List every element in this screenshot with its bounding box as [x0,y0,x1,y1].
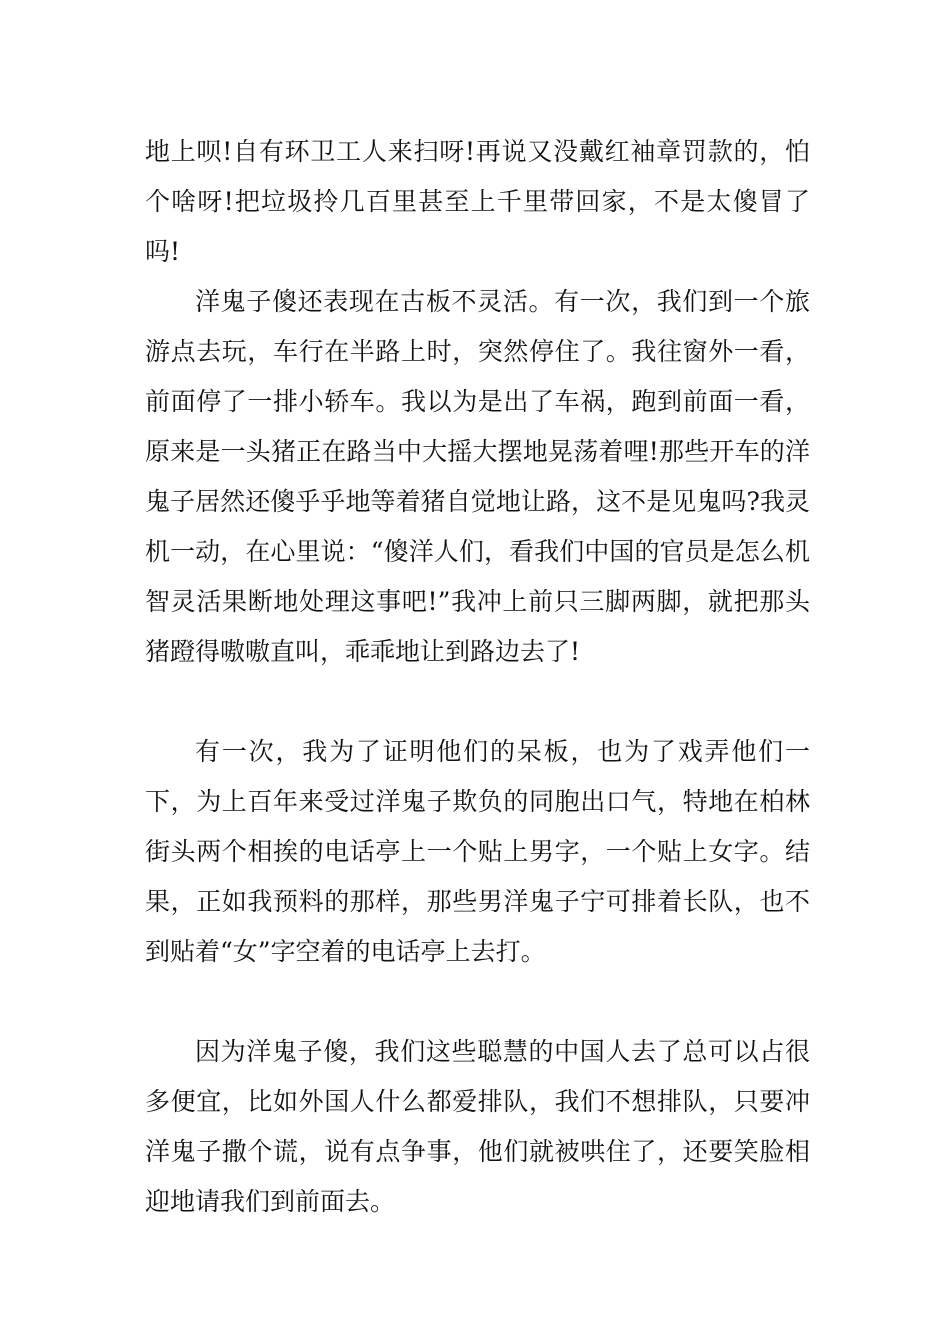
paragraph-2: 洋鬼子傻还表现在古板不灵活。有一次，我们到一个旅游点去玩，车行在半路上时，突然停住了。我往窗外一看，前面停了一排小轿车。我以为是出了车祸，跑到前面一看，原来是一头猪正在路当中大摇大摆地晃荡着哩!那些开车的洋鬼子居然还傻乎乎地等着猪自觉地让路，这不是见鬼吗?我灵机一动，在心里说：“傻洋人们，看我们中国的官员是怎么机智灵活果断地处理这事吧!”我冲上前只三脚两脚，就把那头猪蹬得嗷嗷直叫，乖乖地让到路边去了! [145,287,810,666]
paragraph-3: 有一次，我为了证明他们的呆板，也为了戏弄他们一下，为上百年来受过洋鬼子欺负的同胞出口气，特地在柏林街头两个相挨的电话亭上一个贴上男字，一个贴上女字。结果，正如我预料的那样，那些男洋鬼子宁可排着长队，也不到贴着“女”字空着的电话亭上去打。 [145,737,810,966]
paragraph-1: 地上呗!自有环卫工人来扫呀!再说又没戴红袖章罚款的，怕个啥呀!把垃圾拎几百里甚至上千里带回家，不是太傻冒了吗! [145,137,810,266]
paragraph-4: 因为洋鬼子傻，我们这些聪慧的中国人去了总可以占很多便宜，比如外国人什么都爱排队，我们不想排队，只要冲洋鬼子撒个谎，说有点争事，他们就被哄住了，还要笑脸相迎地请我们到前面去。 [145,1037,810,1216]
